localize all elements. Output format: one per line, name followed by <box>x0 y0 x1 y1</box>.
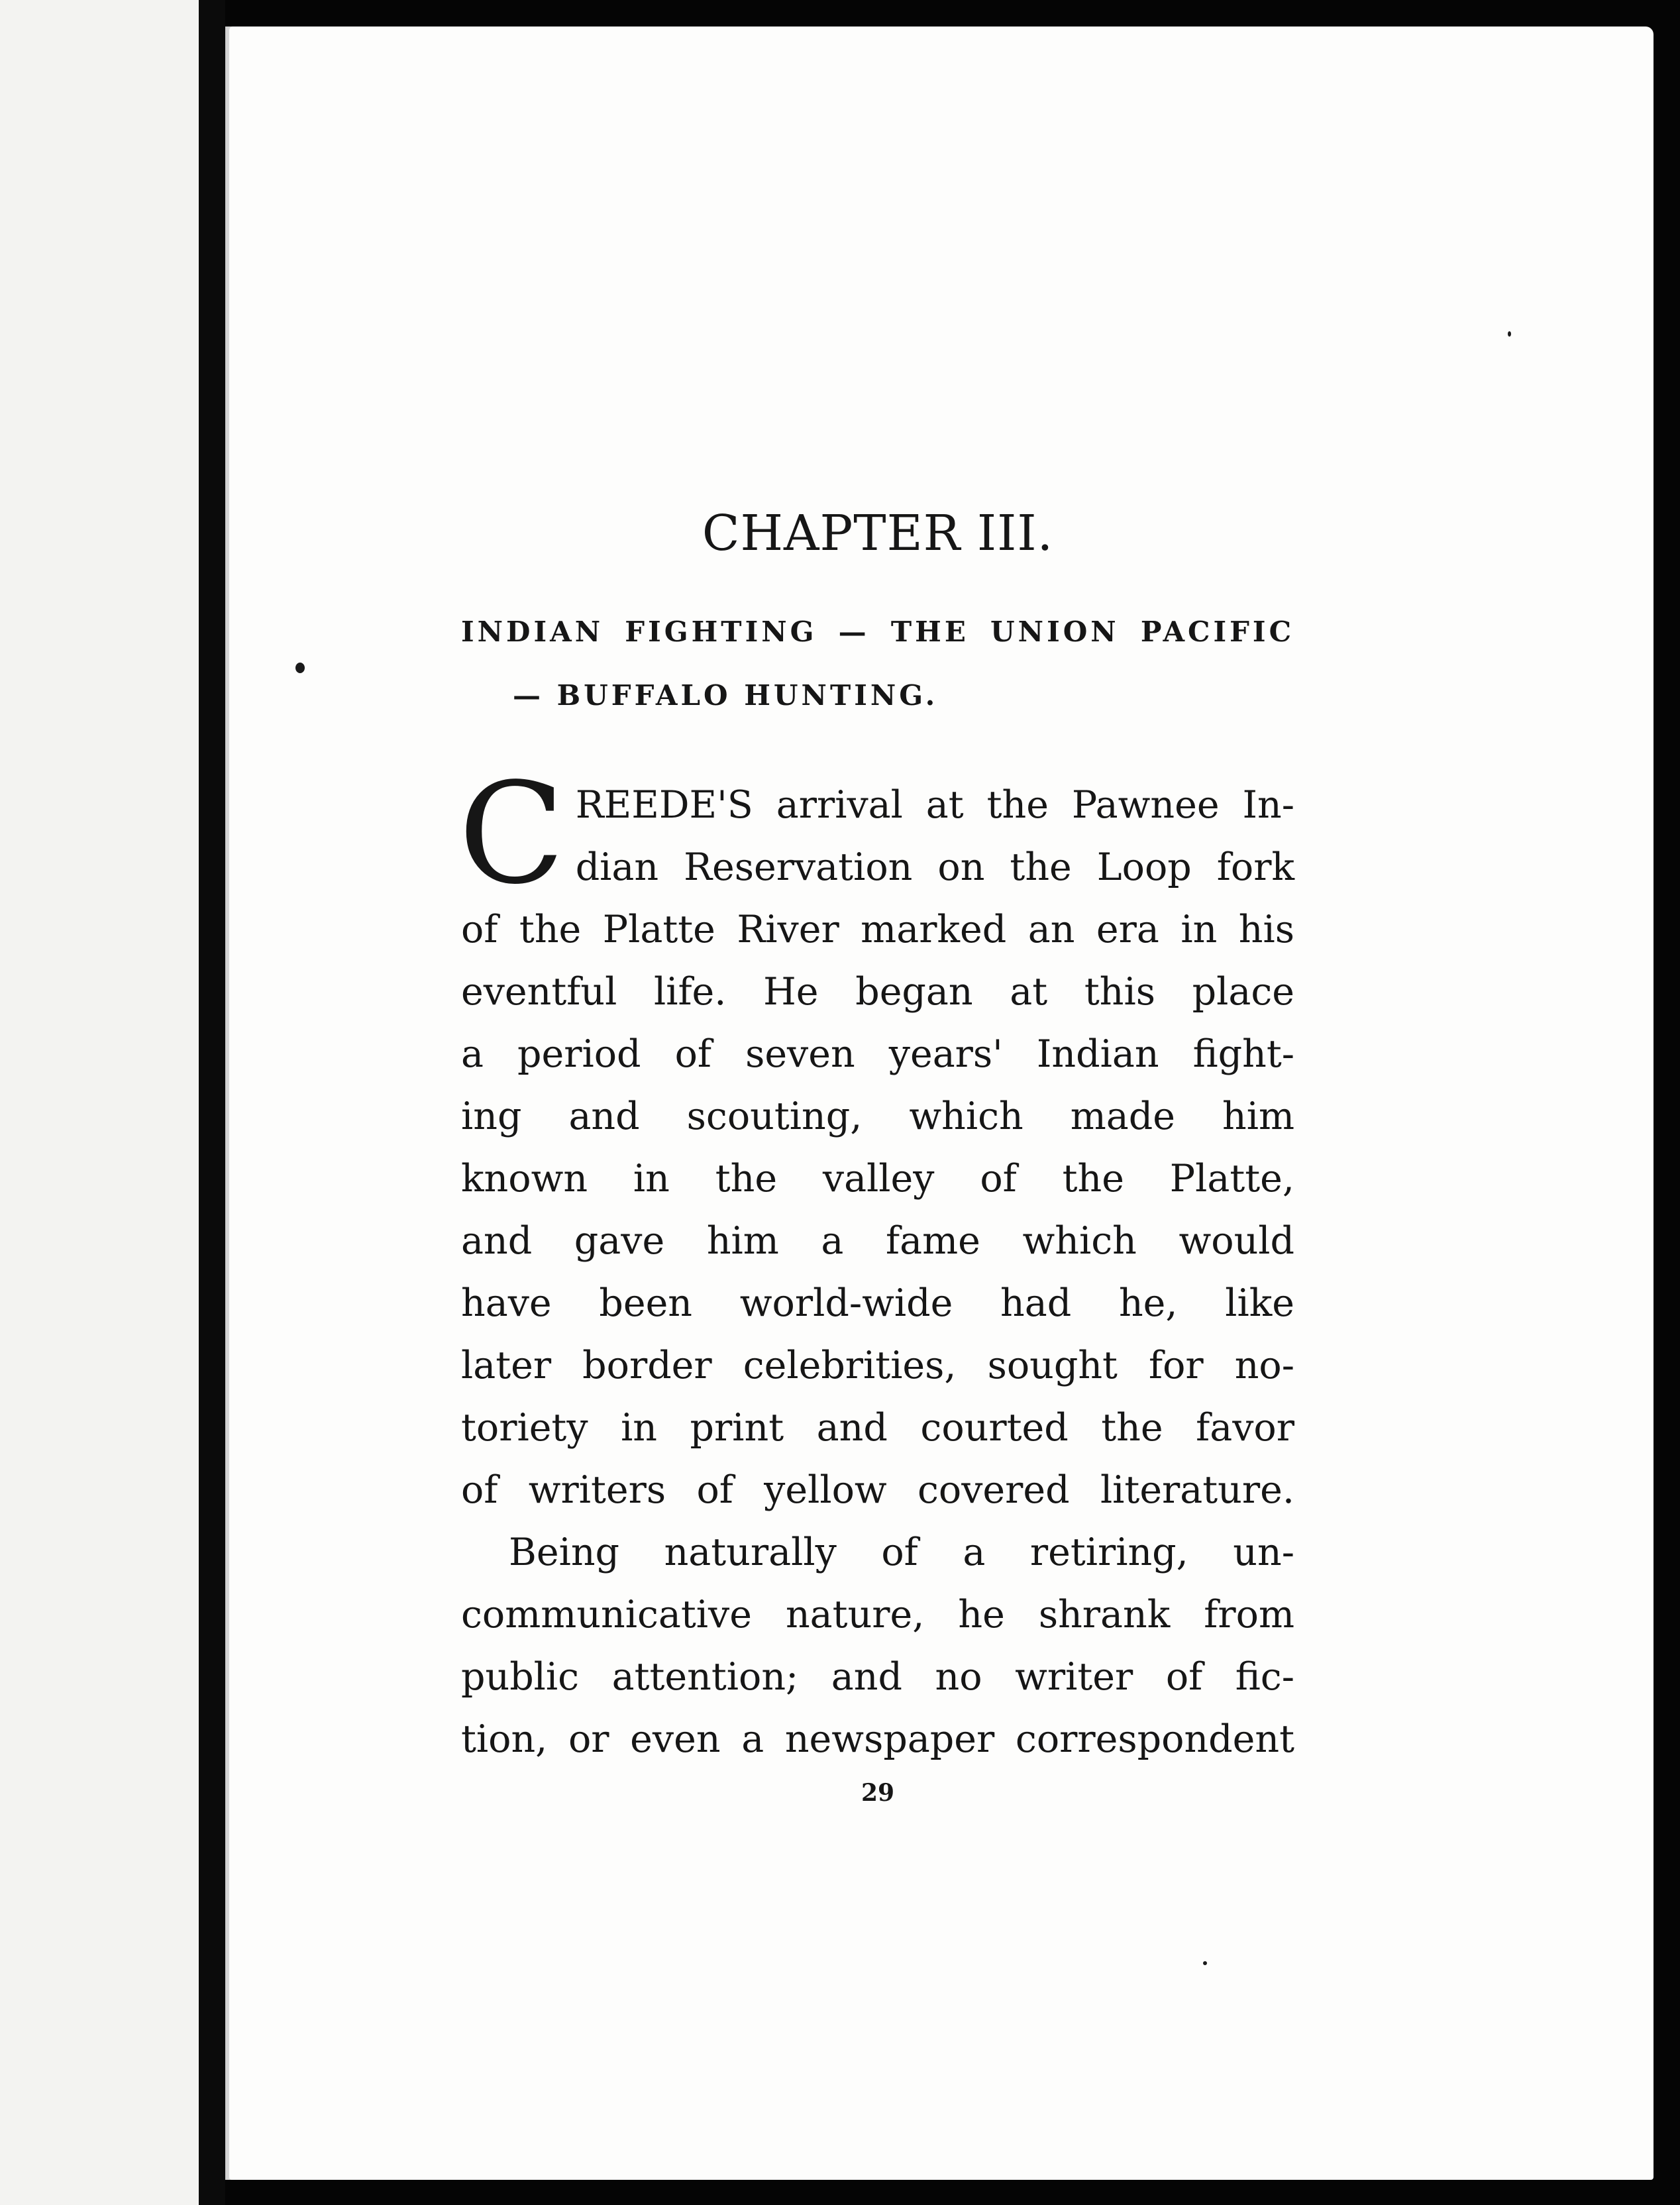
text-line: ing and scouting, which made him <box>461 1095 1294 1138</box>
text-line: and gave him a fame which would <box>461 1219 1294 1263</box>
text-line: eventful life. He began at this place <box>461 970 1294 1014</box>
text-line: a period of seven years' Indian fight- <box>461 1032 1294 1076</box>
ink-speck <box>1508 331 1511 337</box>
book-gutter <box>199 0 225 2205</box>
chapter-subheading <box>461 600 1294 727</box>
text-line: public attention; and no writer of fic- <box>461 1655 1294 1699</box>
paragraph-2 <box>461 1521 1294 1770</box>
paragraph-1 <box>458 753 1294 1521</box>
text-line: REEDE'S arrival at the Pawnee In- <box>575 783 1294 827</box>
text-line: of writers of yellow covered literature. <box>461 1468 1294 1512</box>
text-line: Being naturally of a retiring, un- <box>509 1531 1294 1574</box>
text-line: toriety in print and courted the favor <box>461 1406 1294 1450</box>
text-line: known in the valley of the Platte, <box>461 1157 1294 1201</box>
chapter-title: CHAPTER III. <box>702 505 1054 562</box>
text-line: tion, or even a newspaper correspondent <box>461 1717 1294 1761</box>
drop-cap: C <box>458 753 565 915</box>
subheading-line: INDIAN FIGHTING — THE UNION PACIFIC <box>461 616 1294 648</box>
subheading-line: — BUFFALO HUNTING. <box>513 679 939 712</box>
text-line: later border celebrities, sought for no- <box>461 1344 1294 1387</box>
text-line: of the Platte River marked an era in his <box>461 908 1294 951</box>
text-line: dian Reservation on the Loop fork <box>575 845 1294 889</box>
page-number: 29 <box>861 1779 895 1807</box>
page-text-block <box>458 504 1294 1807</box>
left-page-edge <box>0 0 199 2205</box>
text-line: communicative nature, he shrank from <box>461 1593 1294 1637</box>
ink-speck <box>295 663 305 673</box>
text-line: have been world-wide had he, like <box>461 1281 1294 1325</box>
ink-speck <box>1203 1961 1207 1965</box>
